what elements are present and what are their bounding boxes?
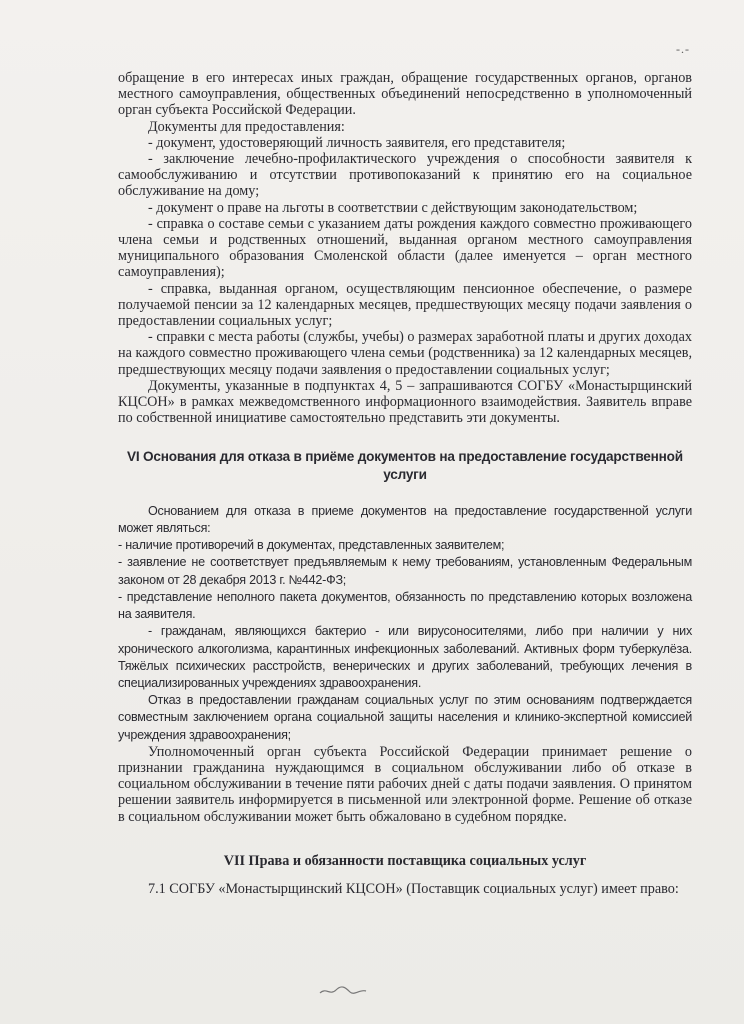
list-item: - документ, удостоверяющий личность заявителя, его представителя;	[148, 134, 566, 151]
list-item: - справка, выданная органом, осуществляющим пенсионное обеспечение, о размере получаемой пенсии за 12 календарных месяцев, предшествующих месяцу подачи заявления о предоставлении социальных услуг;	[118, 280, 692, 330]
list-item: - заявление не соответствует предъявляемым к нему требованиям, установленным Федеральным законом от 28 декабря 2013 г. №442-ФЗ;	[118, 555, 692, 587]
paragraph: Документы, указанные в подпунктах 4, 5 – запрашиваются СОГБУ «Монастырщинский КЦСОН» в рамках межведомственного информационного взаимодействия. Заявитель вправе по собственной инициативе самостоятельно представить эти документы.	[118, 377, 692, 427]
section-heading-6: VI Основания для отказа в приёме документов на предоставление государственной услуги	[127, 449, 683, 482]
scribble-mark	[318, 984, 368, 998]
list-item: - документ о праве на льготы в соответствии с действующим законодательством;	[148, 199, 638, 216]
list-item: - справки с места работы (службы, учебы) о размерах заработной платы и других доходах на каждого совместно проживающего члена семьи (родственника) за 12 календарных месяцев, предшествующих месяцу подачи заявления о предоставлении социальных услуг;	[118, 329, 692, 378]
list-item: - справка о составе семьи с указанием даты рождения каждого совместно проживающего члена семьи и родственных отношений, выданная органом местного самоуправления муниципального образования Смоленской области (далее именуется – орган местного самоуправления);	[118, 215, 692, 281]
list-item: - наличие противоречий в документах, представленных заявителем;	[118, 538, 505, 553]
paragraph: обращение в его интересах иных граждан, обращение государственных органов, органов местного самоуправления, общественных объединений непосредственно в уполномоченный орган субъекта Российской Федерации.	[118, 70, 692, 119]
section-6-body	[118, 503, 692, 744]
page-corner-mark: -.-	[676, 42, 690, 56]
paragraph: Уполномоченный орган субъекта Российской Федерации принимает решение о признании гражданина нуждающимся в социальном обслуживании либо об отказе в социальном обслуживании в течение пяти рабочих дней с даты подачи заявления. О принятом решении заявитель информируется в письменной или электронной форме. Решение об отказе в социальном обслуживании может быть обжаловано в судебном порядке.	[118, 743, 692, 825]
paragraph: 7.1 СОГБУ «Монастырщинский КЦСОН» (Поставщик социальных услуг) имеет право:	[148, 880, 679, 897]
list-item: - представление неполного пакета документов, обязанность по представлению которых возложена на заявителя.	[118, 589, 692, 622]
list-item: - заключение лечебно-профилактического учреждения о способности заявителя к самообслуживанию и отсутствии противопоказаний к принятию его на социальное обслуживание на дому;	[118, 151, 692, 200]
section-heading-7: VII Права и обязанности поставщика социальных услуг	[223, 852, 587, 869]
document-body	[118, 70, 692, 897]
paragraph: Отказ в предоставлении гражданам социальных услуг по этим основаниям подтверждается совместным заключением органа социальной защиты населения и клинико-экспертной комиссией учреждения здравоохранения;	[118, 693, 692, 742]
list-item: - гражданам, являющихся бактерио - или вирусоносителями, либо при наличии у них хронического алкоголизма, карантинных инфекционных заболеваний. Активных форм туберкулёза. Тяжёлых психических расстройств, венерических и других заболеваний, требующих лечения в специализированных учреждениях здравоохранения.	[118, 624, 692, 690]
paragraph: Основанием для отказа в приеме документов на предоставление государственной услуги может являться:	[118, 503, 692, 536]
paragraph: Документы для предоставления:	[148, 118, 345, 135]
